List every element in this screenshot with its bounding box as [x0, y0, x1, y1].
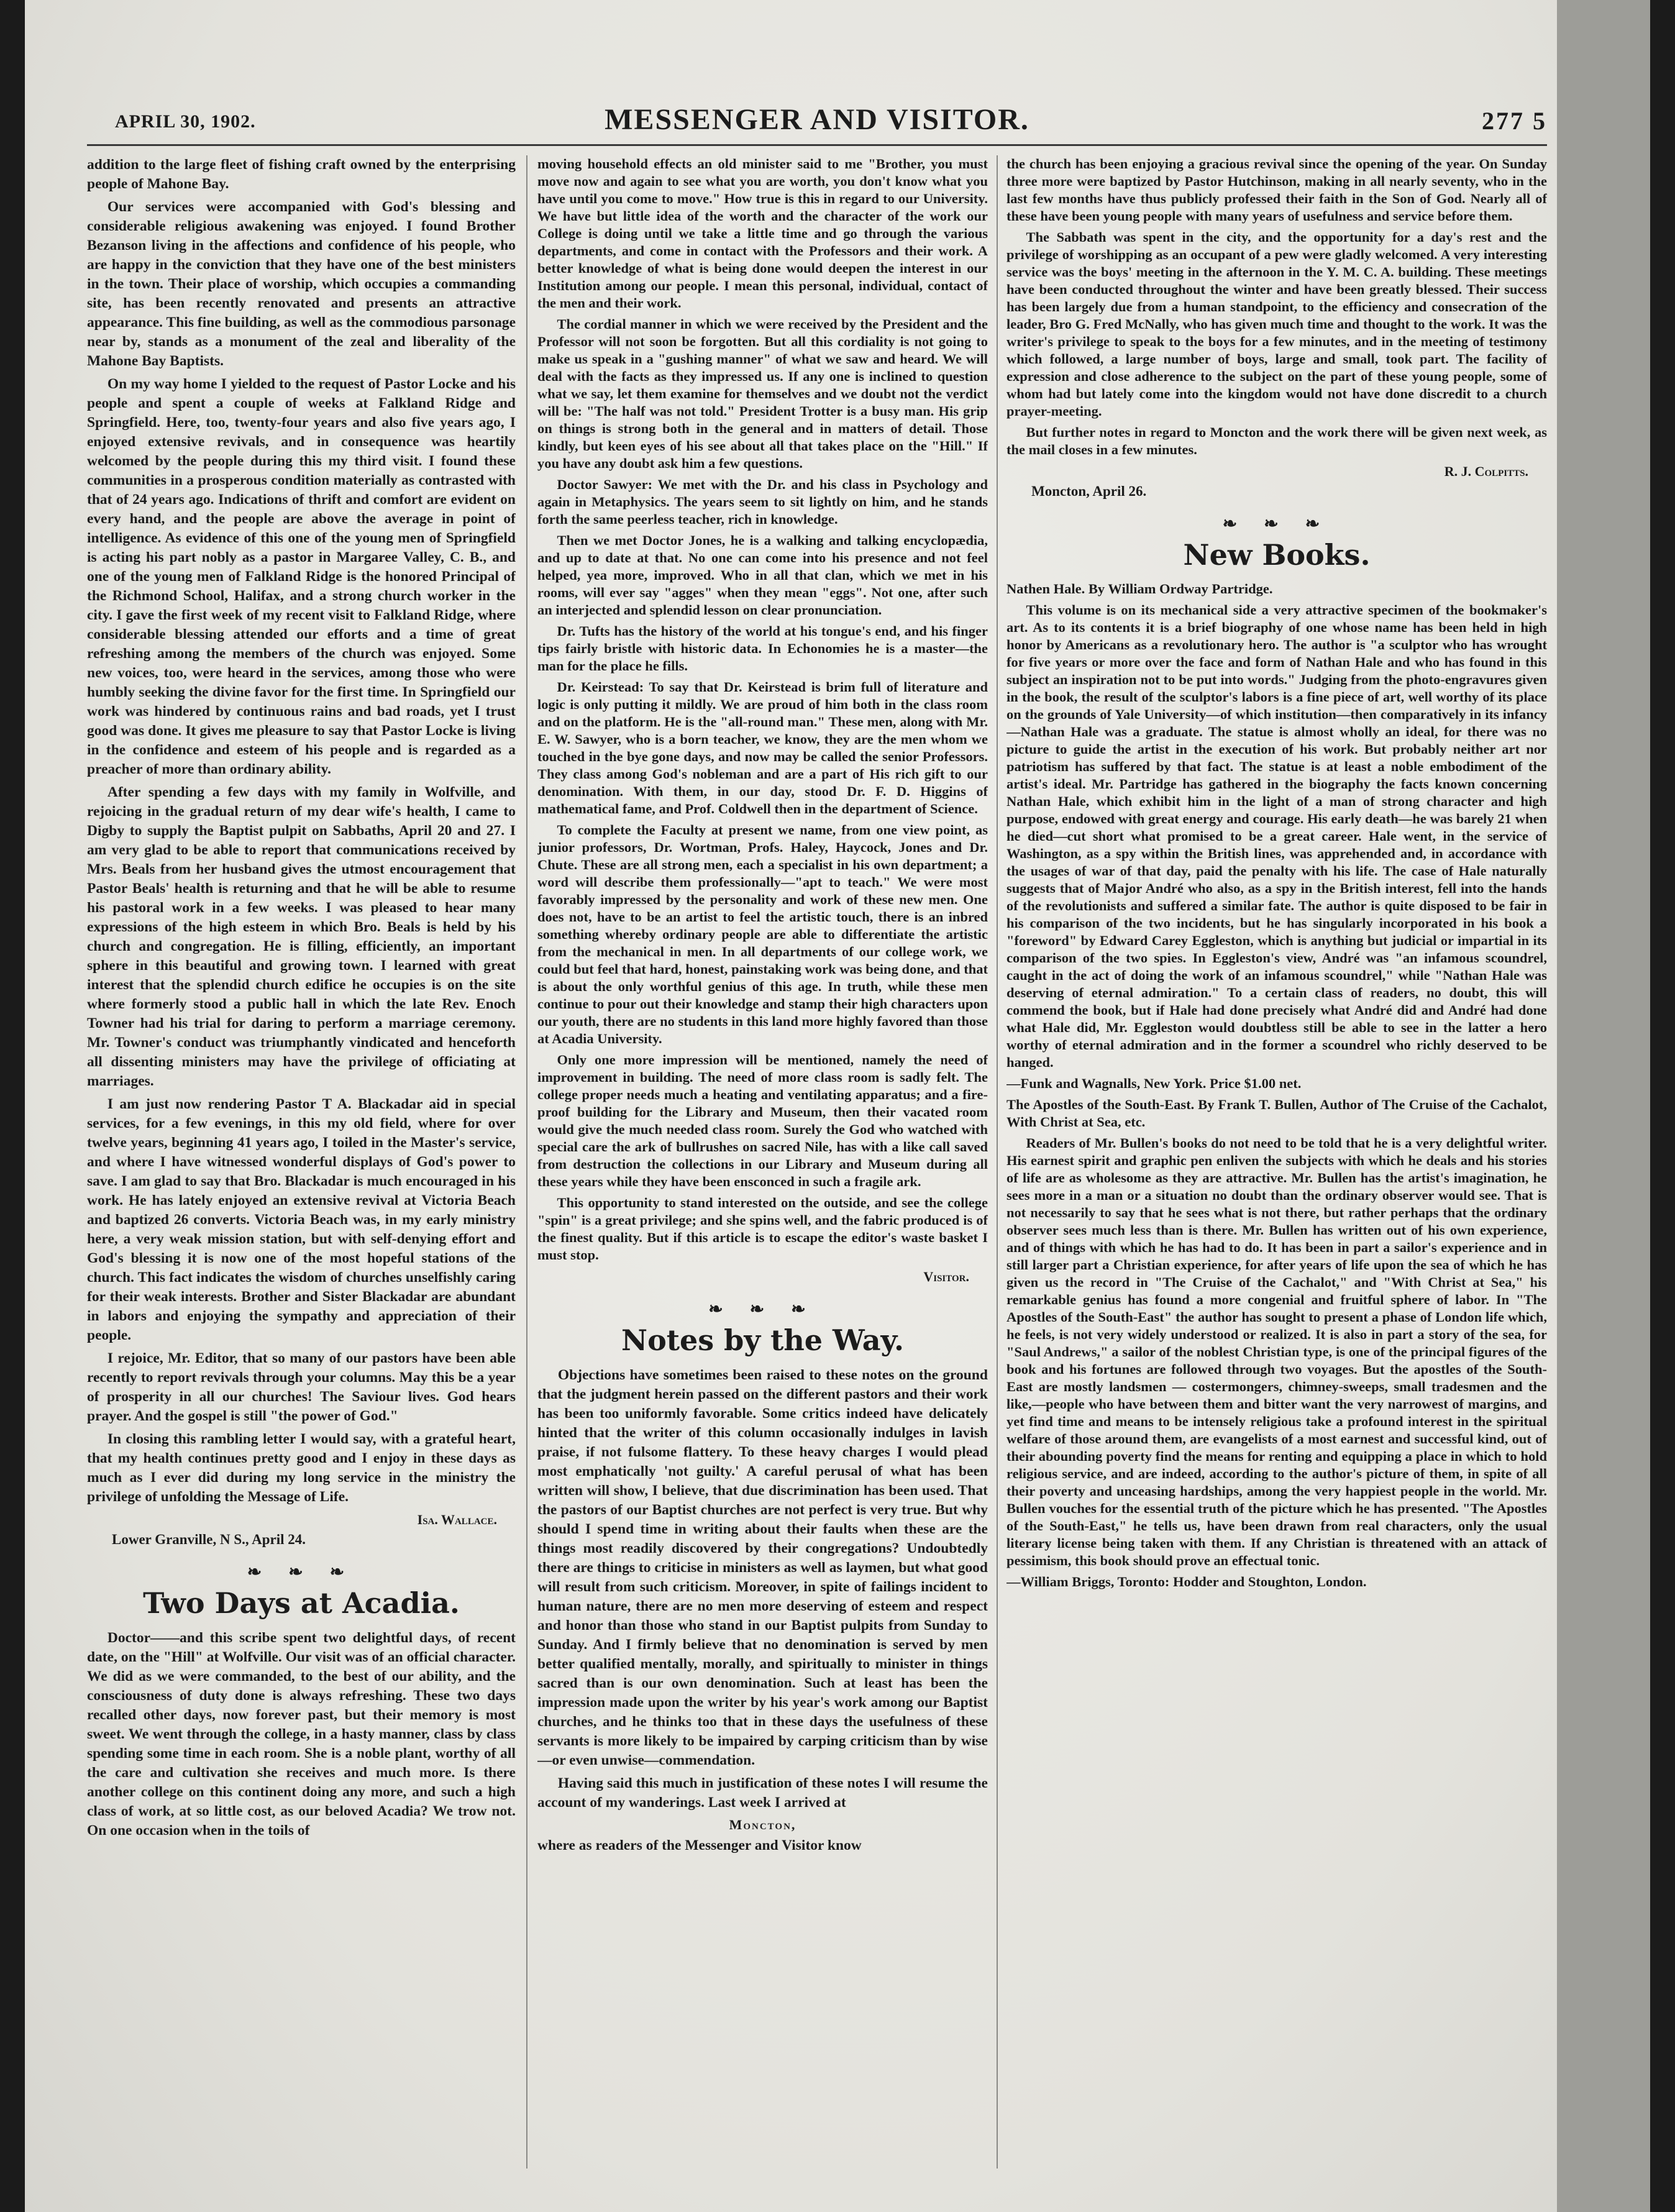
- place-subhead: Moncton,: [729, 1817, 796, 1832]
- paragraph: On my way home I yielded to the request of Pastor Locke and his people and spent a couple of weeks at Falkland Ridge and Springfield. Here, too, twenty-four years and also five years ago, I enjoyed extensive revivals, and in consequence was heartily welcomed by the people during this my third visit. I found these communities in a prosperous condition materially as contrasted with that of 24 years ago. Indications of thrift and comfort are evident on every hand, and the people are above the average in point of intelligence. As evidence of this one of the young men of Springfield is acting his part nobly as a pastor in Margaree Valley, C. B., and one of the young men of Falkland Ridge is the honored Principal of the Richmond School, Halifax, and a strong church worker in the city. I gave the first week of my recent visit to Falkland Ridge, where considerable blessing attended our efforts and a time of great refreshing among the members of the church was enjoyed. Some new voices, too, were heard in the services, among those who were humbly seeking the divine favor for the first time. In Springfield our work was hindered by continuous rains and bad roads, yet I trust good was done. It gives me pleasure to say that Pastor Locke is living in the confidence and esteem of his people and is regarded as a preacher of more than ordinary ability.: [87, 376, 516, 777]
- masthead-rule: [87, 144, 1547, 146]
- paragraph: Doctor Sawyer: We met with the Dr. and his class in Psychology and again in Metaphysics. The years seem to sit lightly on him, and he stands forth the same peerless teacher, rich in knowledge.: [537, 477, 988, 527]
- paragraph: Dr. Tufts has the history of the world at his tongue's end, and his finger tips fairly bristle with historic data. In Echonomies he is a master—the man for the place he fills.: [537, 623, 988, 674]
- letter-dateline: Lower Granville, N S., April 24.: [112, 1532, 306, 1547]
- paragraph: Only one more impression will be mentioned, namely the need of improvement in building. The need of more class room is sadly felt. The college proper needs much a heating and ventilating apparatus; and a fire-proof building for the Library and Museum, then their vacated room would give the much needed class room. Surely the God who watched with special care the ark of bullrushes on sacred Nile, has with a like call saved from destruction the collections in our Library and Museum during all these years while they have been ensconced in such a fragile ark.: [537, 1052, 988, 1189]
- notes-signature: R. J. Colpitts.: [1444, 464, 1528, 479]
- book-title: Nathen Hale. By William Ordway Partridge.: [1006, 581, 1273, 596]
- column-1: [87, 155, 516, 2200]
- paragraph: Doctor——and this scribe spent two delightful days, of recent date, on the "Hill" at Wolfville. Our visit was of an official character. We did as we were commanded, to the best of our ability, and the consciousness of duty done is always refreshing. These two days recalled other days, now forever past, but their memory is most sweet. We went through the college, in a hasty manner, class by class spending some time in each room. She is a noble plant, worthy of all the care and cultivation she receives and much more. Is there another college on this continent doing any more, and such a high class of work, at so little cost, as our beloved Acadia? We trow not. On one occasion when in the toils of: [87, 1630, 516, 1839]
- column-rule: [526, 155, 527, 2169]
- section-ornament: ❧ ❧ ❧: [247, 1563, 356, 1582]
- paragraph: where as readers of the Messenger and Visitor know: [537, 1837, 862, 1853]
- notes-dateline: Moncton, April 26.: [1031, 483, 1147, 499]
- book-title: The Apostles of the South-East. By Frank T. Bullen, Author of The Cruise of the Cachalot, With Christ at Sea, etc.: [1006, 1097, 1547, 1130]
- article-heading-notes: Notes by the Way.: [621, 1323, 904, 1357]
- article-heading-books: New Books.: [1183, 538, 1371, 572]
- page-edge-shadow: [1557, 0, 1650, 2212]
- paragraph: This opportunity to stand interested on the outside, and see the college "spin" is a great privilege; and she spins well, and the fabric produced is of the finest quality. But if this article is to escape the editor's waste basket I must stop.: [537, 1195, 988, 1263]
- masthead: [87, 103, 1547, 140]
- column-rule: [997, 155, 998, 2169]
- paragraph: addition to the large fleet of fishing craft owned by the enterprising people of Mahone Bay.: [87, 157, 516, 192]
- publisher-credit: —William Briggs, Toronto: Hodder and Stoughton, London.: [1006, 1574, 1367, 1589]
- paragraph: I am just now rendering Pastor T A. Blackadar aid in special services, for a few evenings, in this my old field, where for over twelve years, beginning 41 years ago, I toiled in the Master's service, and where I have witnessed wonderful displays of God's power to save. I am glad to say that Bro. Blackadar is much encouraged in his work. He has lately enjoyed an extensive revival at Victoria Beach and baptized 26 converts. Victoria Beach was, in my early ministry here, a very weak mission station, but with self-denying effort and God's blessing it is now one of the most hopeful stations of the church. This fact indicates the wisdom of churches unselfishly caring for their weak interests. Brother and Sister Blackadar are abundant in labors and enjoying the sympathy and appreciation of their people.: [87, 1096, 516, 1343]
- paragraph: This volume is on its mechanical side a very attractive specimen of the bookmaker's art. As to its contents it is a brief biography of one whose name has been held in high honor by Americans as a revolutionary hero. The author is "a sculptor who has wrought for five years or more over the face and form of Nathan Hale and who has found in this subject an inspiration not to be put into words." Judging from the photo-engravures given in the book, the result of the sculptor's labors is a fine piece of art, well worthy of its place on the grounds of Yale University—of which institution—then comparatively in its infancy—Nathan Hale was a graduate. The statue is almost wholly an ideal, for there was no picture to guide the artist in the execution of his work. But probably neither art nor patriotism has suffered by that fact. The statue is at least a noble embodiment of the artist's ideal. Mr. Partridge has gathered in the biography the facts known concerning Nathan Hale, which exhibit him in the light of a man of strong character and high purpose, endowed with great energy and courage. His early death—he was barely 21 when he died—cut short what promised to be a great career. Hale went, in the service of Washington, as a spy within the British lines, was apprehended and, in accordance with the usages of war of that day, paid the penalty with his life. The case of Hale naturally suggests that of Major André who also, as a spy in the British interest, fell into the hands of the revolutionists and suffered a similar fate. The author is quite disposed to be fair in his comparison of the two incidents, but he has singularly incorporated in his book a "foreword" by Edward Carey Eggleston, which is anything but judicial or impartial in its comparison of the two spies. In Eggleston's view, André was "an infamous scoundrel, caught in the act of doing the work of an infamous scoundrel," while "Nathan Hale was deserving of eternal admiration." To a certain class of readers, no doubt, this will commend the book, but if Hale had done precisely what André did and André had done what Hale did, Mr. Eggleston would doubtless still be able to see in the latter a hero worthy of eternal admiration and in the former a scoundrel who richly deserved to be hanged.: [1006, 602, 1547, 1070]
- paragraph: Readers of Mr. Bullen's books do not need to be told that he is a very delightful writer. His earnest spirit and graphic pen enliven the subjects with which he deals and his stories of life are as wholesome as they are attractive. Mr. Bullen has the artist's imagination, he sees more in a man or a situation no doubt than the ordinary observer would see. That is not necessarily to say that he sees what is not there, but rather perhaps that the ordinary observer sees much less than is there. Mr. Bullen has written out of his own experience, and of things with which he has had to do. It has been in part a sailor's experience and in still larger part a Christian experience, for after years of life upon the sea of which he has given us the record in "The Cruise of the Cachalot," and "With Christ at Sea," his remarkable genius has found a more congenial and fruitful sphere of labor. In "The Apostles of the South-East" the author has sought to present a phase of London life which, he feels, is not very widely understood or realized. It is also in part a story of the sea, for "Saul Andrews," a sailor of the noblest Christian type, is one of the principal figures of the book and his fortunes are followed through two voyages. But the apostles of the South-East are mostly landsmen — costermongers, chimney-sweeps, small tradesmen and the like,—people who have between them and bitter want the very narrowest of margins, and yet find time and means to be intensely religious take a profound interest in the spiritual welfare of those around them, are evangelists of a most earnest and successful kind, out of their abounding poverty find the means for renting and equipping a place in which to hold religious service, and are indeed, according to the author's picture of them, in spite of all their poverty and unceasing hardships, among the very happiest people in the world. Mr. Bullen vouches for the essential truth of the picture which he has presented. "The Apostles of the South-East," he tells us, have been drawn from real characters, only the usual literary license being taken with them. If any Christian is threatened with an attack of pessimism, this book should prove an effectual tonic.: [1006, 1135, 1547, 1568]
- paragraph: I rejoice, Mr. Editor, that so many of our pastors have been able recently to report revivals through your columns. May this be a year of prosperity in all our churches! The Saviour lives. God hears prayer. And the gospel is still "the power of God.": [87, 1350, 516, 1424]
- article-heading-acadia: Two Days at Acadia.: [143, 1586, 460, 1620]
- paragraph: moving household effects an old minister said to me "Brother, you must move now and again to see what you are worth, you don't know what you have until you come to move." How true is this in regard to our University. We have but little idea of the worth and the character of the work our College is doing until we take a little time and go through the various departments, and come in contact with the Professors and their work. A better knowledge of what is being done would deepen the interest in our Institution among our people. I mean this personal, individual, contact of the men and their work.: [537, 156, 988, 311]
- paragraph: Objections have sometimes been raised to these notes on the ground that the judgment herein passed on the different pastors and their work has been too uniformly favorable. Some critics indeed have delicately hinted that the writer of this column occasionally indulges in lavish praise, if not fulsome flattery. To these heavy charges I would plead most emphatically 'not guilty.' A careful perusal of what has been written will show, I believe, that due discrimination has been used. That the pastors of our Baptist churches are not perfect is very true. But why should I spend time in writing about their faults when these are the things most readily discovered by their congregations? Undoubtedly there are things to criticise in ministers as well as laymen, but what good will result from such criticism. Moreover, in spite of failings incident to human nature, there are no men more deserving of esteem and respect and honor than those who stand in our Baptist pulpits from Sunday to Sunday. And I firmly believe that no denomination is served by men better qualified mentally, morally, and spiritually to minister in things sacred than is our own denomination. Such at least has been the impression made upon the writer by his year's work among our Baptist churches, and he thinks too that in these days the usefulness of these servants is more likely to be impaired by carping criticism than by wise—or even unwise—commendation.: [537, 1367, 988, 1768]
- letter-body: [87, 155, 516, 1507]
- section-ornament: ❧ ❧ ❧: [708, 1300, 817, 1319]
- paragraph: To complete the Faculty at present we name, from one view point, as junior professors, Dr. Wortman, Profs. Haley, Haycock, Jones and Dr. Chute. These are all strong men, each a specialist in his own department; a word will describe them professionally—"apt to teach." We were most favorably impressed by the personality and work of these new men. One does not, have to be an artist to feel the artistic touch, there is an inbred something whereby ordinary people are able to differentiate the artistic from the mechanical in men. In all departments of our college work, we could but feel that hard, honest, painstaking work was being done, and that is about the only worthful genius of this age. In truth, while these men continue to pour out their knowledge and stamp their high characters upon our youth, there are no students in this land more highly favored than those at Acadia University.: [537, 822, 988, 1046]
- paragraph: In closing this rambling letter I would say, with a grateful heart, that my health continues pretty good and I enjoy in these days as much as I ever did during my long service in the ministry the privilege of unfolding the Message of Life.: [87, 1431, 516, 1505]
- letter-signature: Isa. Wallace.: [417, 1512, 497, 1527]
- acadia-signature: Visitor.: [923, 1269, 969, 1284]
- paragraph: But further notes in regard to Moncton and the work there will be given next week, as the mail closes in a few minutes.: [1006, 424, 1547, 457]
- paragraph: The Sabbath was spent in the city, and the opportunity for a day's rest and the privilege of worshipping as an occupant of a pew were gladly welcomed. A very interesting service was the boys' meeting in the afternoon in the Y. M. C. A. building. These meetings have been conducted throughout the winter and have been greatly blessed. Their success has been largely due from a human standpoint, to the efficiency and consecration of the leader, Bro G. Fred McNally, who has given much time and thought to the work. It was the writer's privilege to speak to the boys for a few minutes, and in the meeting of testimony which followed, a large number of boys, large and small, took part. The facility of expression and close adherence to the subject on the part of these young people, some of whom had but lately come into the kingdom would not have done discredit to a church prayer-meeting.: [1006, 229, 1547, 419]
- publisher-credit: —Funk and Wagnalls, New York. Price $1.00 net.: [1006, 1076, 1302, 1091]
- newspaper-page: [25, 0, 1650, 2212]
- newspaper-title: MESSENGER AND VISITOR.: [605, 103, 1029, 136]
- paragraph: After spending a few days with my family in Wolfville, and rejoicing in the gradual return of my dear wife's health, I came to Digby to supply the Baptist pulpit on Sabbaths, April 20 and 27. I am very glad to be able to report that communications received by Mrs. Beals from her husband gives the utmost encouragement that Pastor Beals' health is returning and that he will be able to resume his pastoral work in a few weeks. I was pleased to hear many expressions of the high esteem in which Bro. Beals is held by his church and congregation. He is filling, efficiently, an important sphere in this beautiful and growing town. I learned with great interest that the splendid church edifice he occupies is on the site where formerly stood a public hall in which the late Rev. Enoch Towner had his trial for daring to perform a marriage ceremony. Mr. Towner's conduct was triumphantly vindicated and henceforth all dissenting ministers may have the privilege of officiating at marriages.: [87, 784, 516, 1089]
- paragraph: Dr. Keirstead: To say that Dr. Keirstead is brim full of literature and logic is only putting it mildly. We are proud of him both in the class room and on the platform. He is the "all-round man." These men, along with Mr. E. W. Sawyer, who is a born teacher, we know, they are the men whom we touched in the bye gone days, and now may be called the senior Professors. They class among God's nobleman and are a part of His rich gift to our denomination. With them, in our day, stood Dr. F. D. Higgins of mathematical fame, and Prof. Coldwell then in the department of Science.: [537, 679, 988, 816]
- column-3: [1006, 155, 1547, 2200]
- paragraph: Then we met Doctor Jones, he is a walking and talking encyclopædia, and up to date at that. No one can come into his presence and not feel helped, yea more, improved. Who in all that clan, which we met in his rooms, will ever say "agges" when they mean "eggs". Not one, after such an interjected and splendid lesson on clear pronunciation.: [537, 532, 988, 618]
- issue-date: APRIL 30, 1902.: [115, 111, 256, 132]
- column-2: [537, 155, 988, 2200]
- page-number: 277 5: [1482, 107, 1547, 135]
- paragraph: Our services were accompanied with God's blessing and considerable religious awakening was enjoyed. I found Brother Bezanson living in the affections and confidence of his people, who are happy in the conviction that they have one of the best ministers in the town. Their place of worship, which occupies a commanding site, has been recently renovated and presents an attractive appearance. This fine building, as well as the commodious parsonage near by, stands as a monument of the zeal and liberality of the Mahone Bay Baptists.: [87, 199, 516, 369]
- paragraph: Having said this much in justification of these notes I will resume the account of my wanderings. Last week I arrived at: [537, 1775, 988, 1811]
- section-ornament: ❧ ❧ ❧: [1222, 514, 1331, 534]
- notes-body: [537, 1366, 988, 1855]
- paragraph: The cordial manner in which we were received by the President and the Professor will not soon be forgotten. But all this cordiality is not going to make us speak in a "gushing manner" of what we saw and heard. We will deal with the facts as they impressed us. If any one is inclined to question what we say, let them examine for themselves and we doubt not the verdict will be: "The half was not told." President Trotter is a busy man. His grip on things is strong both in the general and in matters of detail. Those kindly, but keen eyes of his see about all that takes place on the "Hill." If you have any doubt ask him a few questions.: [537, 316, 988, 471]
- paragraph: the church has been enjoying a gracious revival since the opening of the year. On Sunday three more were baptized by Pastor Hutchinson, making in all nearly seventy, who in the last few months have thus publicly professed their faith in the Son of God. Nearly all of these have been young people with many years of usefulness and service before them.: [1006, 156, 1547, 224]
